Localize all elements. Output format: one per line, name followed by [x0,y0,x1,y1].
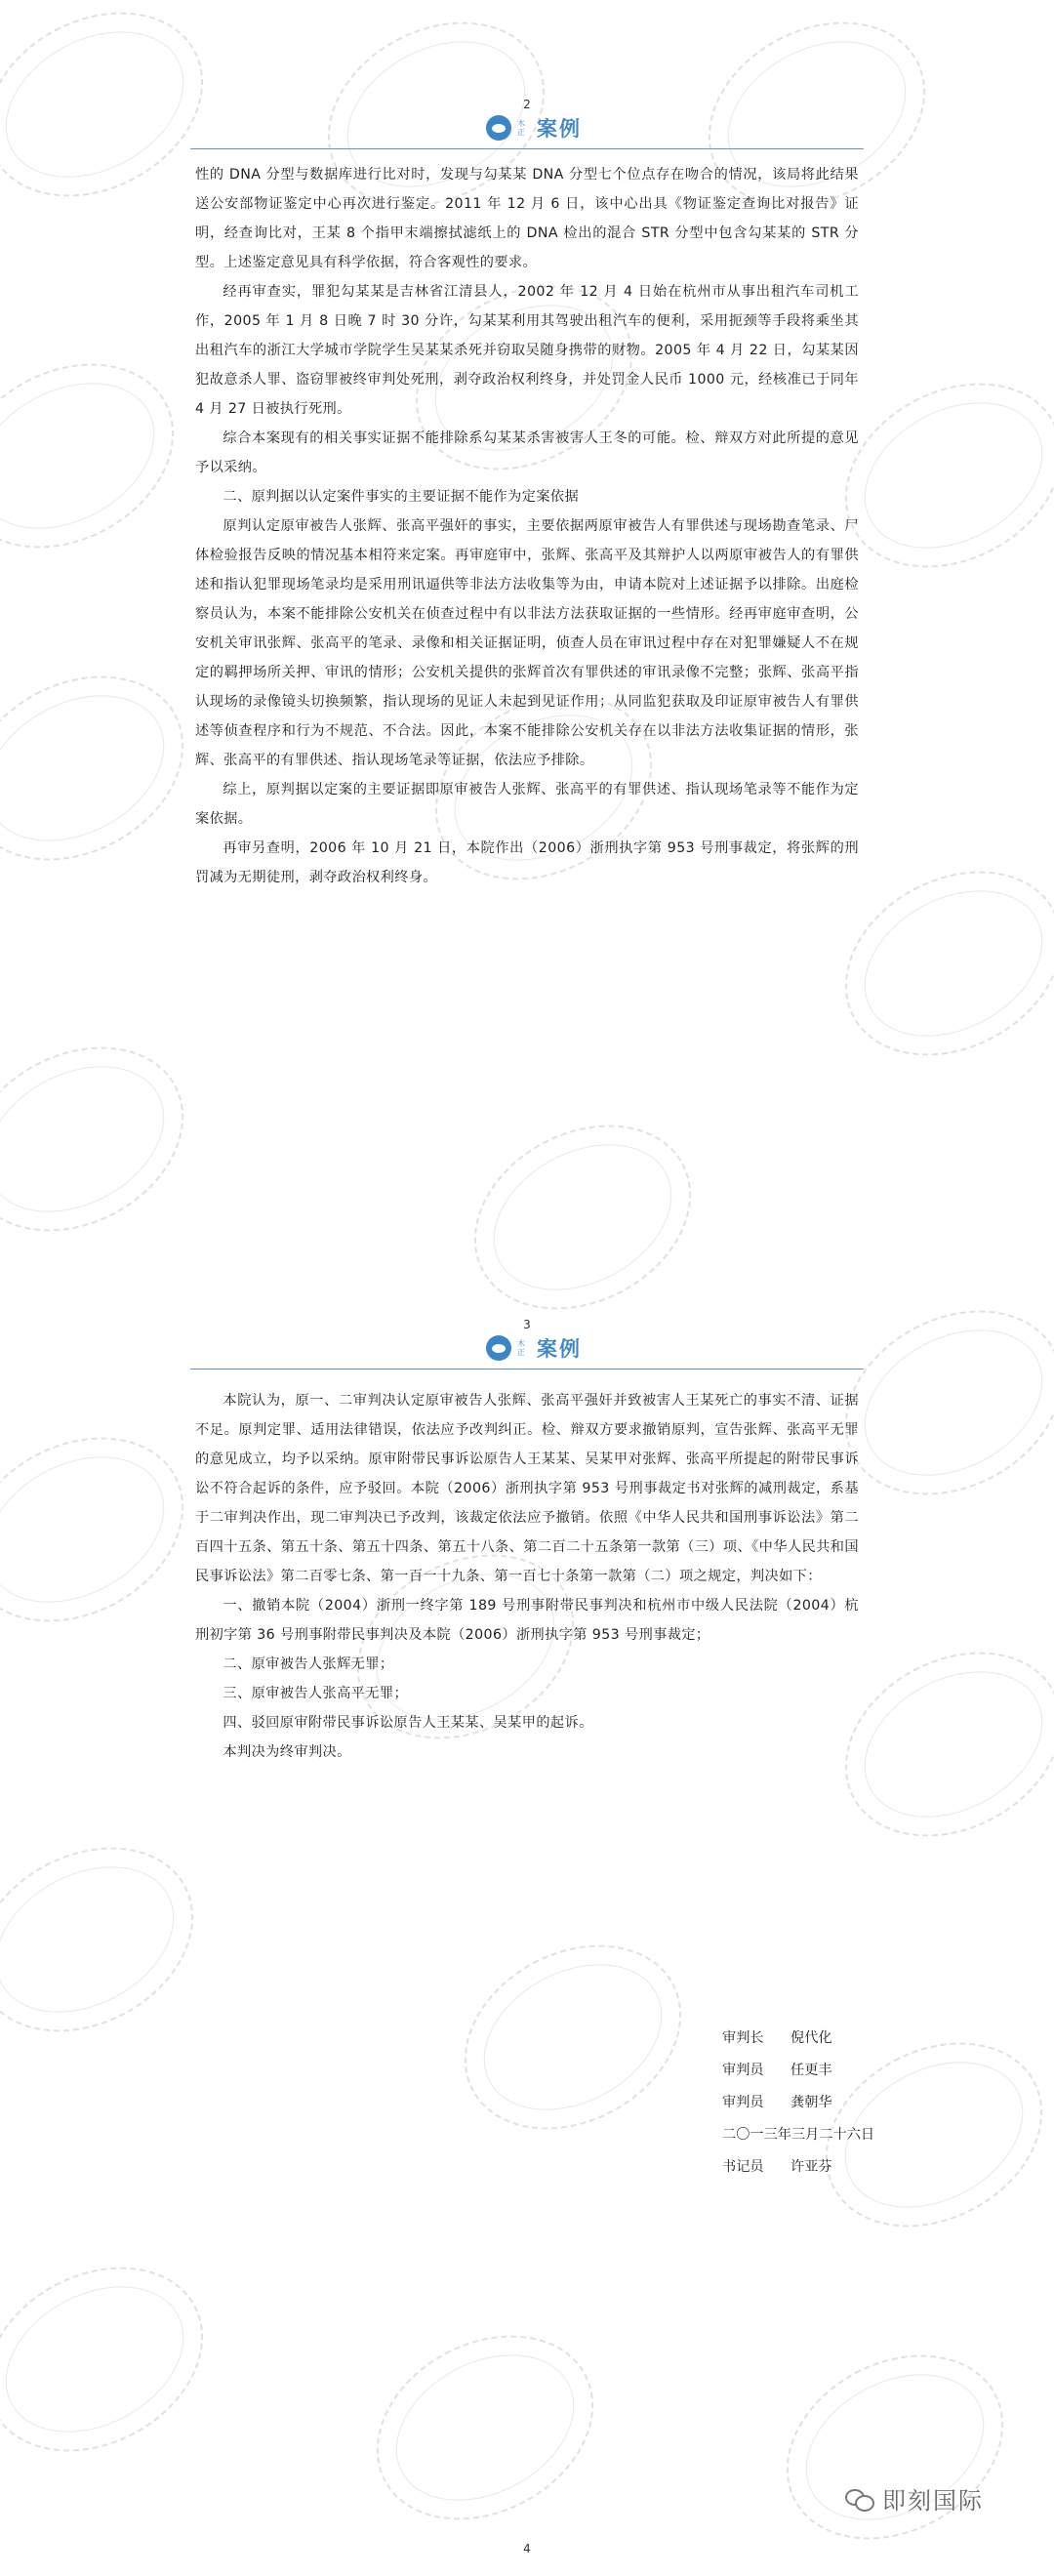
signature-date: 二〇一三年三月二十六日 [722,2127,875,2143]
logo-title: 案例 [537,117,582,141]
watermark-stamp [0,2230,235,2487]
page3-body [195,1386,859,1767]
logo-mark-icon [486,1335,511,1361]
wechat-icon [845,2487,874,2511]
signature-name: 龚朝华 [790,2095,832,2110]
logo-small-text: 木正 [517,1339,525,1357]
watermark-stamp [0,1401,216,1657]
logo [486,1333,582,1363]
page-number: 3 [523,1318,531,1331]
paragraph: 本院认为，原一、二审判决认定原审被告人张辉、张高平强奸并致被害人王某死亡的事实不清、证据不足。原判定罪、适用法律错误，依法应予改判纠正。检、辩双方要求撤销原判，宣告张辉、张高平无罪的意见成立，均予以采纳。原审附带民事诉讼原告人王某某、吴某甲对张辉、张高平所提起的附带民事诉讼不符合起诉的条件，应予驳回。本院（2006）浙刑执字第 953 号刑事裁定书对张辉的减刑裁定，系基于二审判决作出，现二审判决已予改判，该裁定依法应予撤销。依照《中华人民共和国刑事诉讼法》第二百四十五条、第五十条、第五十四条、第五十八条、第二百二十五条第一款第（三）项、《中华人民共和国民事诉讼法》第二百零七条、第一百一十九条、第一百七十条第一款第（二）项之规定，判决如下： [195,1393,859,1584]
brand-name: 即刻国际 [882,2487,984,2515]
watermark-stamp [0,1010,216,1267]
section-heading: 二、原判据以认定案件事实的主要证据不能作为定案依据 [223,489,580,505]
signature-name: 倪代化 [790,2030,832,2046]
header-divider [190,148,864,149]
logo-title: 案例 [537,1337,582,1361]
paragraph: 本判决为终审判决。 [223,1744,351,1760]
logo-mark-icon [486,115,511,141]
signature-role: 审判长 [722,2030,764,2046]
signature-role: 审判员 [722,2095,764,2110]
signature-block [722,2023,888,2184]
paragraph: 性的 DNA 分型与数据库进行比对时，发现与勾某某 DNA 分型七个位点存在吻合的情况，该局将此结果送公安部物证鉴定中心再次进行鉴定。2011 年 12 月 6 日，该中心出具《物证鉴定查询比对报告》证明，经查询比对，王某 8 个指甲末端擦拭滤纸上的 DNA 检出的混合 STR 分型中包含勾某某的 STR 分型。上述鉴定意见具有科学依据，符合客观性的要求。 [195,167,859,270]
judgment-item: 三、原审被告人张高平无罪； [223,1686,409,1701]
logo [486,113,582,143]
header-divider [190,1369,864,1370]
signature-role: 书记员 [722,2159,764,2175]
page2-body [195,160,859,892]
watermark-stamp [442,1088,723,1345]
signature-line [722,2023,888,2055]
watermark-stamp [754,2318,1035,2575]
signature-line [722,2087,888,2119]
paragraph: 综合本案现有的相关事实证据不能排除系勾某某杀害被害人王冬的可能。检、辩双方对此所提的意见予以采纳。 [195,430,859,475]
signature-name: 许亚芬 [790,2159,832,2175]
judgment-item: 四、驳回原审附带民事诉讼原告人王某某、吴某甲的起诉。 [223,1715,593,1731]
page-number: 2 [523,98,531,111]
watermark-stamp [345,2299,626,2556]
watermark-stamp [0,327,206,584]
brand-mark [845,2481,984,2515]
signature-name: 任更丰 [790,2063,832,2078]
judgment-item: 二、原审被告人张辉无罪； [223,1656,394,1672]
paragraph: 经再审查实，罪犯勾某某是吉林省江清县人，2002 年 12 月 4 日始在杭州市从事出租汽车司机工作，2005 年 1 月 8 日晚 7 时 30 分许，勾某某利用其驾驶出租汽车的便利，采用扼颈等手段将乘坐其出租汽车的浙江大学城市学院学生吴某某杀死并窃取吴随身携带的财物。2005 年 4 月 22 日，勾某某因犯故意杀人罪、盗窃罪被终审判处死刑，剥夺政治权利终身，并处罚金人民币 1000 元，经核准已于同年 4 月 27 日被执行死刑。 [195,284,859,417]
watermark-stamp [0,639,216,896]
paragraph: 综上，原判据以定案的主要证据即原审被告人张辉、张高平的有罪供述、指认现场笔录等不能作为定案依据。 [195,782,859,827]
watermark-stamp [0,1811,225,2067]
paragraph: 再审另查明，2006 年 10 月 21 日，本院作出（2006）浙刑执字第 953 号刑事裁定，将张辉的刑罚减为无期徒刑，剥夺政治权利终身。 [195,840,859,885]
page-number: 4 [523,2542,531,2556]
signature-role: 审判员 [722,2063,764,2078]
signature-line [722,2055,888,2087]
logo-small-text: 木正 [517,119,525,137]
paragraph: 原判认定原审被告人张辉、张高平强奸的事实，主要依据两原审被告人有罪供述与现场勘查笔录、尸体检验报告反映的情况基本相符来定案。再审庭审中，张辉、张高平及其辩护人以两原审被告人的有罪供述和指认犯罪现场笔录均是采用刑讯逼供等非法方法收集等为由，申请本院对上述证据予以排除。出庭检察员认为，本案不能排除公安机关在侦查过程中有以非法方法获取证据的一些情形。经再审庭审查明，公安机关审讯张辉、张高平的笔录、录像和相关证据证明，侦查人员在审讯过程中存在对犯罪嫌疑人不在规定的羁押场所关押、审讯的情形；公安机关提供的张辉首次有罪供述的审讯录像不完整；张辉、张高平指认现场的录像镜头切换频繁，指认现场的见证人未起到见证作用；从同监犯获取及印证原审被告人有罪供述等侦查程序和行为不规范、不合法。因此，本案不能排除公安机关存在以非法方法收集证据的情形，张辉、张高平的有罪供述、指认现场笔录等证据，依法应予排除。 [195,518,859,768]
signature-line [722,2151,888,2184]
watermark-stamp [432,1908,713,2165]
judgment-item: 一、撤销本院（2004）浙刑一终字第 189 号刑事附带民事判决和杭州市中级人民法院（2004）杭刑初字第 36 号刑事附带民事判决及本院（2006）浙刑执字第 953 号刑事裁定； [195,1598,859,1643]
